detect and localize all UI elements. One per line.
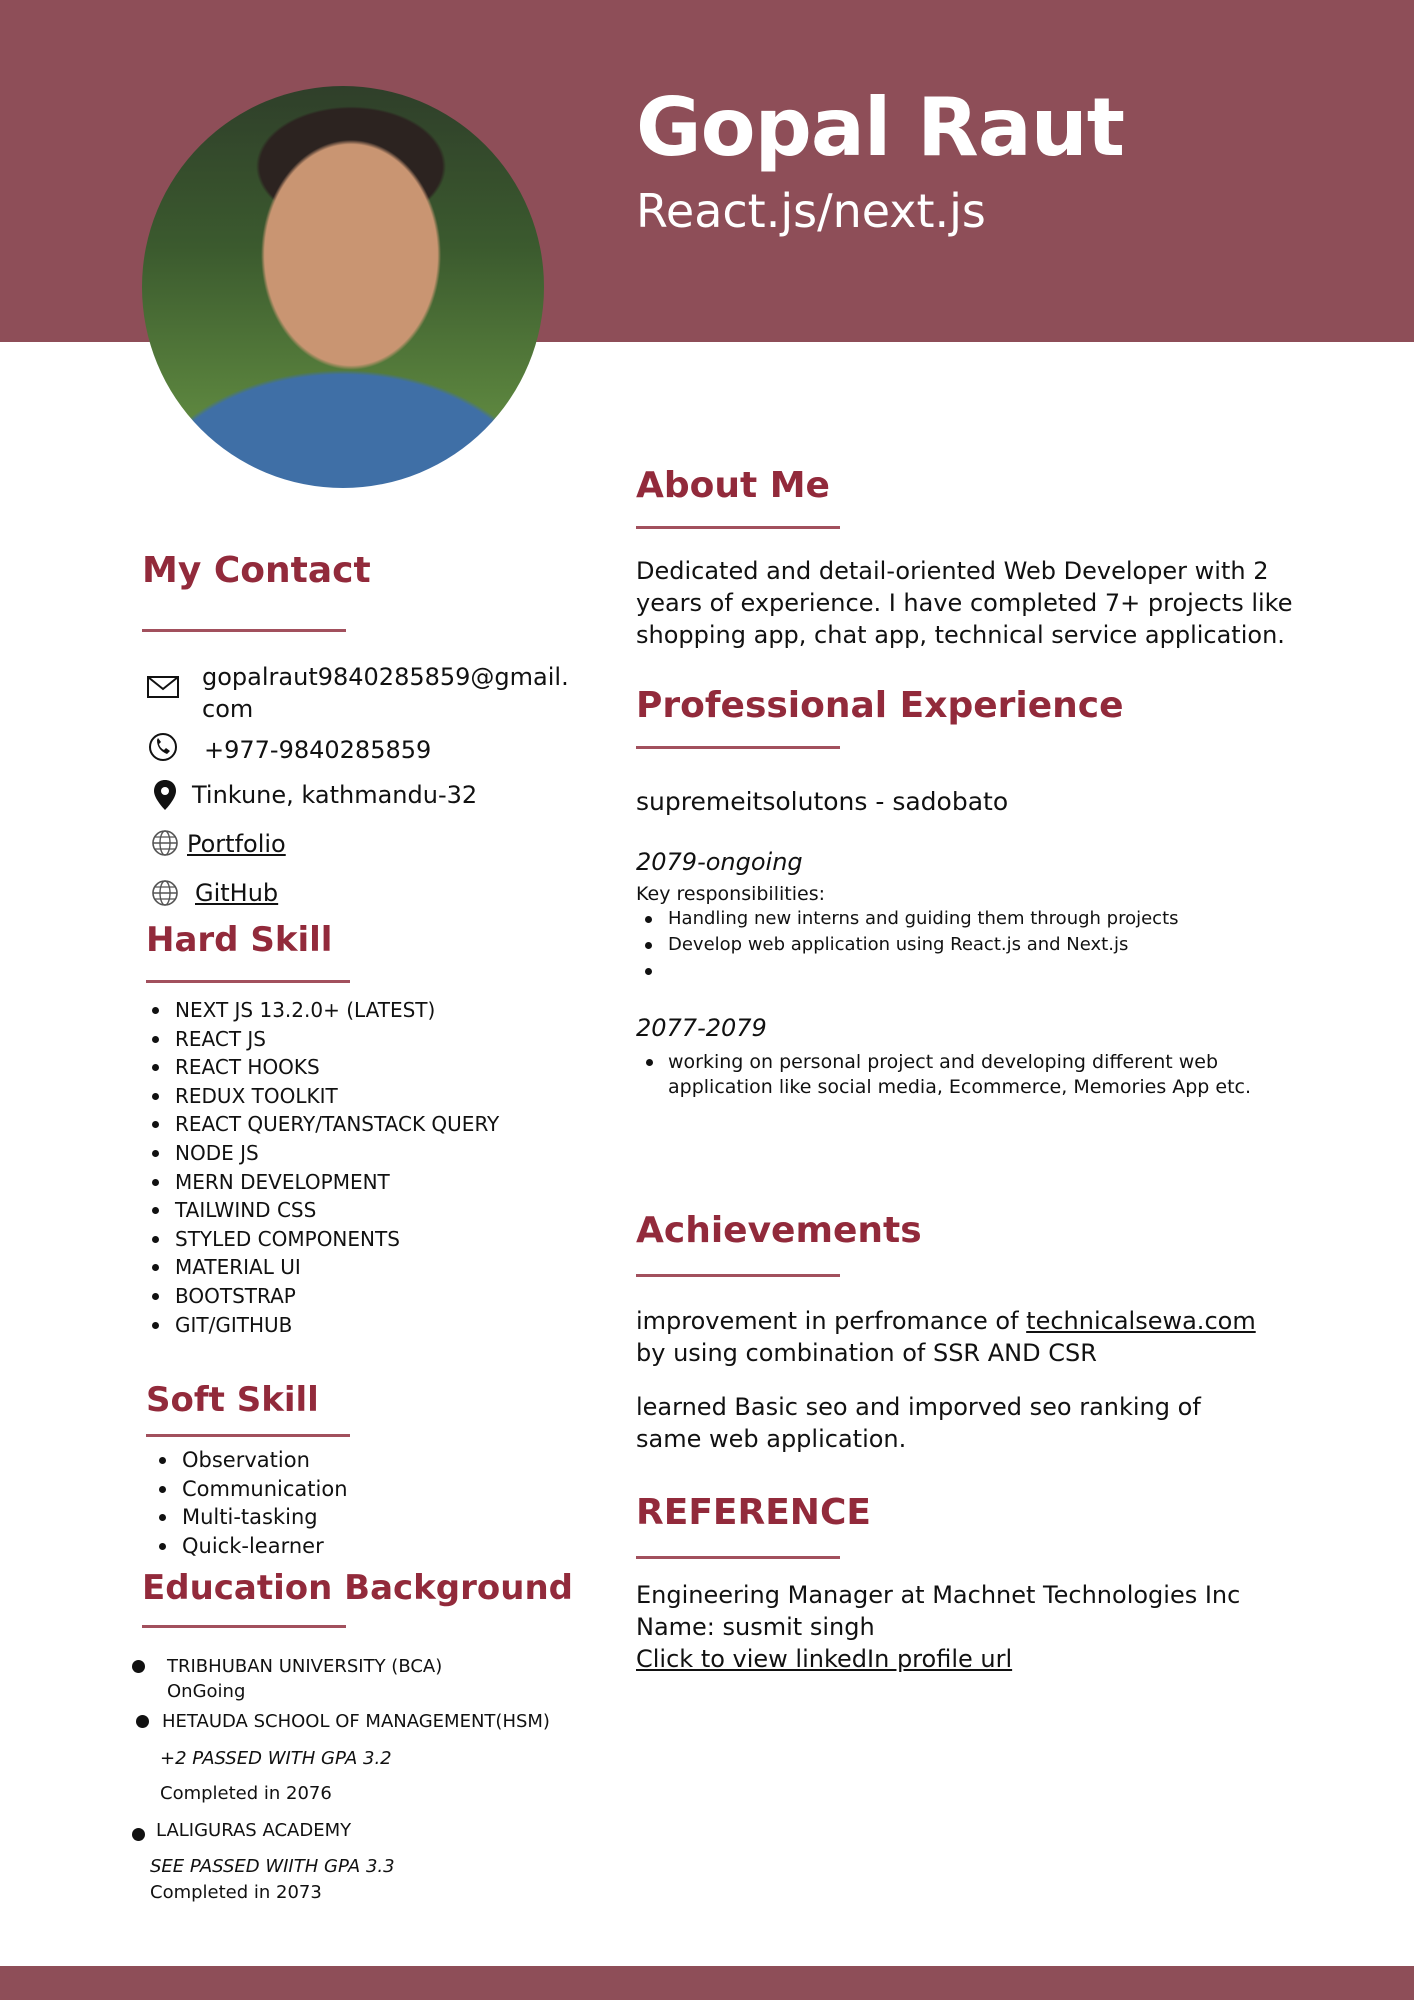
mail-icon bbox=[146, 670, 180, 704]
globe-icon bbox=[150, 878, 180, 908]
email-line-2: com bbox=[202, 695, 254, 723]
globe-icon bbox=[150, 828, 180, 858]
soft-skill-heading: Soft Skill bbox=[146, 1380, 319, 1420]
experience-detail-line: application like social media, Ecommerce, Memories App etc. bbox=[668, 1076, 1252, 1098]
contact-divider bbox=[142, 629, 346, 632]
hard-skill-heading: Hard Skill bbox=[146, 920, 333, 960]
responsibilities-list bbox=[639, 906, 1179, 984]
achievements-heading: Achievements bbox=[636, 1210, 922, 1251]
education-school: HETAUDA SCHOOL OF MANAGEMENT(HSM) bbox=[162, 1711, 550, 1732]
list-item: Communication bbox=[153, 1475, 348, 1504]
bullet-dot bbox=[646, 1059, 653, 1066]
profile-photo bbox=[142, 86, 544, 488]
about-heading: About Me bbox=[636, 465, 830, 506]
achievement-line: learned Basic seo and imporved seo ranking of bbox=[636, 1393, 1201, 1421]
education-status: OnGoing bbox=[167, 1681, 246, 1702]
list-item: GIT/GITHUB bbox=[146, 1311, 499, 1340]
experience-detail-line: working on personal project and developing different web bbox=[668, 1051, 1219, 1073]
footer-band bbox=[0, 1966, 1414, 2000]
phone-number: +977-9840285859 bbox=[204, 736, 432, 764]
location-pin-icon bbox=[148, 778, 182, 812]
list-item: MATERIAL UI bbox=[146, 1253, 499, 1282]
education-status: Completed in 2073 bbox=[150, 1882, 322, 1903]
education-detail: SEE PASSED WIITH GPA 3.3 bbox=[150, 1856, 395, 1877]
list-item bbox=[639, 958, 1179, 984]
about-divider bbox=[636, 526, 840, 529]
experience-heading: Professional Experience bbox=[636, 685, 1124, 726]
phone-icon bbox=[146, 730, 180, 764]
list-item: BOOTSTRAP bbox=[146, 1282, 499, 1311]
bullet-dot bbox=[132, 1828, 145, 1841]
list-item: NODE JS bbox=[146, 1139, 499, 1168]
list-item: REACT HOOKS bbox=[146, 1053, 499, 1082]
person-name: Gopal Raut bbox=[636, 81, 1124, 174]
achievements-divider bbox=[636, 1274, 840, 1277]
reference-heading: REFERENCE bbox=[636, 1492, 871, 1533]
list-item: TAILWIND CSS bbox=[146, 1196, 499, 1225]
education-detail: +2 PASSED WITH GPA 3.2 bbox=[160, 1748, 392, 1769]
list-item: REDUX TOOLKIT bbox=[146, 1082, 499, 1111]
list-item: Multi-tasking bbox=[153, 1503, 348, 1532]
reference-divider bbox=[636, 1556, 840, 1559]
reference-name: Name: susmit singh bbox=[636, 1613, 875, 1641]
list-item: REACT JS bbox=[146, 1025, 499, 1054]
portfolio-link[interactable]: Portfolio bbox=[187, 830, 286, 858]
list-item: NEXT JS 13.2.0+ (LATEST) bbox=[146, 996, 499, 1025]
list-item: REACT QUERY/TANSTACK QUERY bbox=[146, 1110, 499, 1139]
list-item: Observation bbox=[153, 1446, 348, 1475]
bullet-dot bbox=[132, 1660, 145, 1673]
linkedin-link[interactable]: Click to view linkedIn profile url bbox=[636, 1645, 1013, 1673]
education-divider bbox=[142, 1625, 346, 1628]
education-status: Completed in 2076 bbox=[160, 1783, 332, 1804]
achievement-text: improvement in perfromance of bbox=[636, 1307, 1027, 1335]
experience-period: 2079-ongoing bbox=[636, 848, 803, 876]
technicalsewa-link[interactable]: technicalsewa.com bbox=[1026, 1307, 1256, 1335]
experience-period: 2077-2079 bbox=[636, 1014, 767, 1042]
experience-divider bbox=[636, 746, 840, 749]
about-text-line: shopping app, chat app, technical service application. bbox=[636, 621, 1285, 649]
list-item: Develop web application using React.js and Next.js bbox=[639, 932, 1179, 958]
github-link[interactable]: GitHub bbox=[195, 879, 279, 907]
achievement-line bbox=[636, 1305, 1256, 1337]
company-name: supremeitsolutons - sadobato bbox=[636, 787, 1009, 816]
about-text-line: Dedicated and detail-oriented Web Developer with 2 bbox=[636, 557, 1269, 585]
bullet-dot bbox=[136, 1715, 149, 1728]
contact-heading: My Contact bbox=[142, 550, 371, 591]
hard-skill-list bbox=[146, 996, 499, 1339]
person-role: React.js/next.js bbox=[636, 184, 986, 238]
list-item: MERN DEVELOPMENT bbox=[146, 1168, 499, 1197]
email-line-1: gopalraut9840285859@gmail. bbox=[202, 663, 569, 691]
list-item: Handling new interns and guiding them through projects bbox=[639, 906, 1179, 932]
about-text-line: years of experience. I have completed 7+ projects like bbox=[636, 589, 1293, 617]
achievement-line: by using combination of SSR AND CSR bbox=[636, 1339, 1097, 1367]
address: Tinkune, kathmandu-32 bbox=[192, 781, 478, 809]
hard-skill-divider bbox=[146, 980, 350, 983]
education-school: LALIGURAS ACADEMY bbox=[156, 1820, 352, 1841]
list-item: Quick-learner bbox=[153, 1532, 348, 1561]
achievement-line: same web application. bbox=[636, 1425, 907, 1453]
education-school: TRIBHUBAN UNIVERSITY (BCA) bbox=[167, 1656, 443, 1677]
education-heading: Education Background bbox=[142, 1568, 574, 1608]
list-item: STYLED COMPONENTS bbox=[146, 1225, 499, 1254]
responsibilities-label: Key responsibilities: bbox=[636, 883, 825, 905]
soft-skill-divider bbox=[146, 1434, 350, 1437]
reference-line: Engineering Manager at Machnet Technologies Inc bbox=[636, 1581, 1241, 1609]
soft-skill-list bbox=[153, 1446, 348, 1560]
